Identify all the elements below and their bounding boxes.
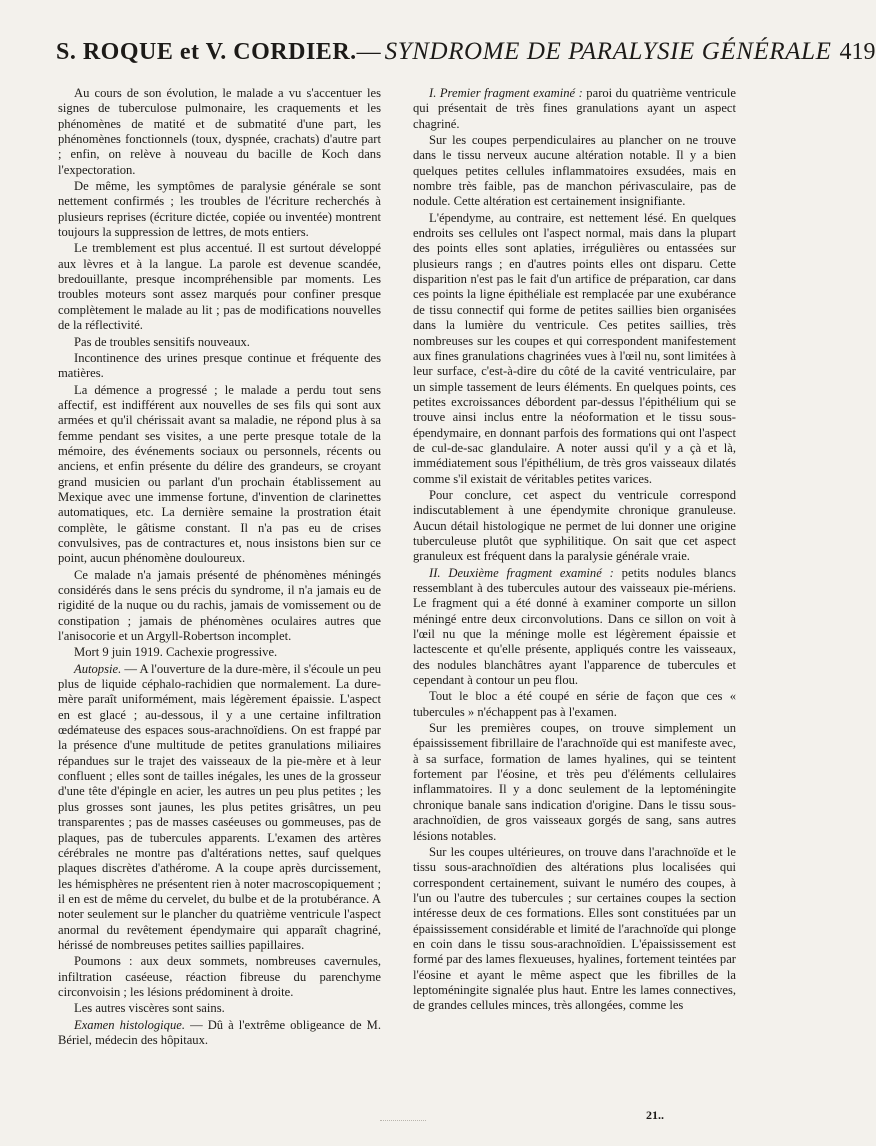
histology-label: Examen histologique. bbox=[74, 1017, 186, 1032]
fragment-two-text: petits nodules blancs ressemblant à des tubercules autour des vaisseaux pie-mériens. Le fragment qui a été donné à examiner comporte un sillon méningé entre deux circonvolutions. Dans ce sillon on voit à l'œil nu que la méninge molle est légèrement épaissie et lactescente et qu'elle présente, appliqués contre les vaisseaux, des nodules blanchâtres ayant l'apparence de tubercules et cependant à contour un peu flou. bbox=[413, 565, 736, 688]
paragraph: Tout le bloc a été coupé en série de façon que ces « tubercules » n'échappent pas à l'examen. bbox=[413, 689, 736, 719]
paragraph: Poumons : aux deux sommets, nombreuses cavernules, infiltration caséeuse, réaction fibreuse du parenchyme circonvoisin ; les lésions prédominent à droite. bbox=[58, 954, 381, 999]
paragraph bbox=[413, 566, 736, 689]
autopsy-text: — A l'ouverture de la dure-mère, il s'écoule un peu plus de liquide céphalo-rachidien que normalement. La dure-mère paraît uniformément, mais légèrement épaissie. L'aspect en est glacé ; au-dessous, il y a une certaine infiltration œdémateuse des espaces sous-arachnoïdiens. On est frappé par la présence d'une multitude de petites granulations miliaires répandues sur le trajet des vaisseaux de la pie-mère et à leur confluent ; elles sont de tailles inégales, les unes de la grosseur d'une tête d'épingle en acier, les autres un peu plus petites ; les plus grosses sont jaunes, les plus petites grisâtres, un peu transparentes ; pas de masses caséeuses ou gommeuses, pas de plaques, pas de tubercules apparents. L'examen des artères cérébrales ne montre pas d'altérations nettes, sauf quelques plaques discrètes d'athérome. A la coupe après durcissement, les hémisphères ne présentent rien à noter macroscopiquement ; il en est de même du cervelet, du bulbe et de la protubérance. A noter seulement sur le plancher du quatrième ventricule l'aspect anormal du revêtement épendymaire qui apparaît chagriné, hérissé de nombreuses petites saillies papillaires. bbox=[58, 661, 381, 952]
paragraph: Mort 9 juin 1919. Cachexie progressive. bbox=[74, 645, 278, 660]
paragraph: Au cours de son évolution, le malade a vu s'accentuer les signes de tuberculose pulmonaire, les craquements et les phénomènes de matité et de submatité d'une part, les phénomènes fonctionnels (toux, dyspnée, crachats) d'autre part ; enfin, on relève à nouveau du bacille de Koch dans l'expectoration. bbox=[58, 86, 381, 177]
paragraph bbox=[413, 86, 736, 132]
left-column bbox=[58, 86, 381, 1049]
paragraph: Sur les coupes ultérieures, on trouve dans l'arachnoïde et le tissu sous-arachnoïdien des altérations plus localisées qui correspondent certainement, suivant le numéro des coupes, à l'un ou l'autre des tubercules ; sur certaines coupes la section intéresse deux de ces formations. Elles sont constituées par un épaississement considérable et limité de l'arachnoïde qui plonge en coin dans le tissu sous-arachnoïdien. L'épaississement est formé par des lames flexueuses, hyalines, fortement teintées par l'éosine et ayant le même aspect que les fibrilles de la leptoméningite signalée plus haut. Entre les lames connectives, de grandes cellules minces, très allongées, comme les bbox=[413, 844, 736, 1013]
right-column bbox=[413, 86, 736, 1015]
paragraph: De même, les symptômes de paralysie générale se sont nettement confirmés ; les troubles de l'écriture recherchés à plusieurs reprises (écriture dictée, copiée ou inventée) montrent toujours la suppression de lettres, de mots entiers. bbox=[58, 179, 381, 240]
paragraph: Pas de troubles sensitifs nouveaux. bbox=[74, 334, 250, 349]
histology-text: — Dû à l'extrême obligeance de M. Bériel, médecin des hôpitaux. bbox=[58, 1017, 381, 1047]
paragraph: Incontinence des urines presque continue et fréquente des matières. bbox=[58, 350, 381, 381]
fragment-one-label: I. Premier fragment examiné : bbox=[429, 86, 583, 100]
paragraph: Sur les premières coupes, on trouve simplement un épaississement fibrillaire de l'arachnoïde qui est manifeste avec, à sa surface, formation de lames hyalines, qui se teintent fortement par l'éosine, et très peu d'éléments cellulaires inflammatoires. Il y a donc seulement de la leptoméningite chronique banale sans indication d'origine. Dans le tissu sous-arachnoïdien, de gros vaisseaux gorgés de sang, sans autres lésions notables. bbox=[413, 721, 736, 843]
fragment-one-text: paroi du quatrième ventricule qui présentait de très fines granulations ayant un aspect chagriné. bbox=[413, 86, 736, 131]
paragraph: Sur les coupes perpendiculaires au plancher on ne trouve dans le tissu nerveux aucune altération notable. Il y a bien quelques petites cellules inflammatoires exsudées, mais en nombre très faible, pas de manchon périvasculaire, pas de nodule. Cette altération est certainement insignifiante. bbox=[413, 133, 736, 209]
autopsy-label: Autopsie. bbox=[74, 661, 122, 676]
paragraph: L'épendyme, au contraire, est nettement lésé. En quelques endroits ses cellules ont l'aspect normal, mais dans la plupart des points elles sont aplaties, irrégulières ou entassées sur plusieurs rangs ; en d'autres points elles ont disparu. Cette disparition n'est pas le fait d'un artifice de préparation, car dans ces points la ligne épithéliale est remplacée par une exubérance de tissu connectif qui forme de petites saillies bien organisées dans la lumière du ventricule. Ces petites saillies, très nombreuses sur les coupes et qui correspondent manifestement aux fines granulations chagrinées vues à l'œil nu, sont limitées à leur surface, c'est-à-dire du côté de la cavité ventriculaire, par un simple tassement de leurs éléments. En quelques points, ces petites excroissances débordent par-dessus l'épithélium qui se trouve ainsi inclus entre la néoformation et le tissu sous-épendymaire, en donnant parfois des formations qui ont l'aspect de cul-de-sac glandulaire. A noter aussi qu'il y a çà et là, immédiatement sous l'épithélium, de très gros vaisseaux dilatés comme s'il existait de véritables petites varices. bbox=[413, 210, 736, 486]
fragment-two-label: II. Deuxième fragment examiné : bbox=[429, 565, 614, 580]
paragraph: La démence a progressé ; le malade a perdu tout sens affectif, est indifférent aux nouvelles de ses fils qui sont aux armées et qu'il chérissait avant sa maladie, ne répond plus à sa femme pendant ses visites, a une perte presque totale de la mémoire, des événements sociaux ou personnels, récents ou anciens, et enfin présente du délire des grandeurs, se croyant grand musicien ou parlant d'un prochain établissement au Mexique avec une immense fortune, d'invention de clarinettes automatiques, etc. La dernière semaine la prostration était complète, le gâtisme constant. Il n'a pas eu de crises convulsives, pas de contractures et, nous insistons bien sur ce point, aucun phénomène douloureux. bbox=[58, 382, 381, 566]
paragraph bbox=[58, 662, 381, 954]
paragraph bbox=[58, 1018, 381, 1049]
page-number: 419 bbox=[839, 39, 876, 65]
print-mark bbox=[380, 1120, 426, 1123]
header-authors: S. ROQUE et V. CORDIER. bbox=[56, 39, 357, 65]
running-header bbox=[56, 38, 876, 78]
paragraph: Pour conclure, cet aspect du ventricule correspond indiscutablement à une épendymite chronique granuleuse. Aucun détail histologique ne permet de lui donner une origine tuberculeuse plutôt que syphilitique. On sait que cet aspect granuleux est fréquent dans la paralysie générale vraie. bbox=[413, 487, 736, 564]
signature-mark: 21.. bbox=[646, 1108, 664, 1122]
header-dash: — bbox=[356, 39, 381, 65]
paragraph: Ce malade n'a jamais présenté de phénomènes méningés considérés dans le sens précis du syndrome, il n'a jamais eu de rigidité de la nuque ou du rachis, jamais de vomissement ou de constipation ; jamais de phénomènes oculaires autres que l'anisocorie et un Argyll-Robertson incomplet. bbox=[58, 567, 381, 644]
header-title: SYNDROME DE PARALYSIE GÉNÉRALE bbox=[384, 38, 832, 65]
paragraph: Le tremblement est plus accentué. Il est surtout développé aux lèvres et à la langue. La parole est devenue scandée, bredouillante, presque incompréhensible par moments. Les troubles moteurs sont assez marqués pour confiner presque complètement le malade au lit ; pas de modifications nouvelles de la réflectivité. bbox=[58, 241, 381, 333]
paragraph: Les autres viscères sont sains. bbox=[74, 1001, 225, 1016]
